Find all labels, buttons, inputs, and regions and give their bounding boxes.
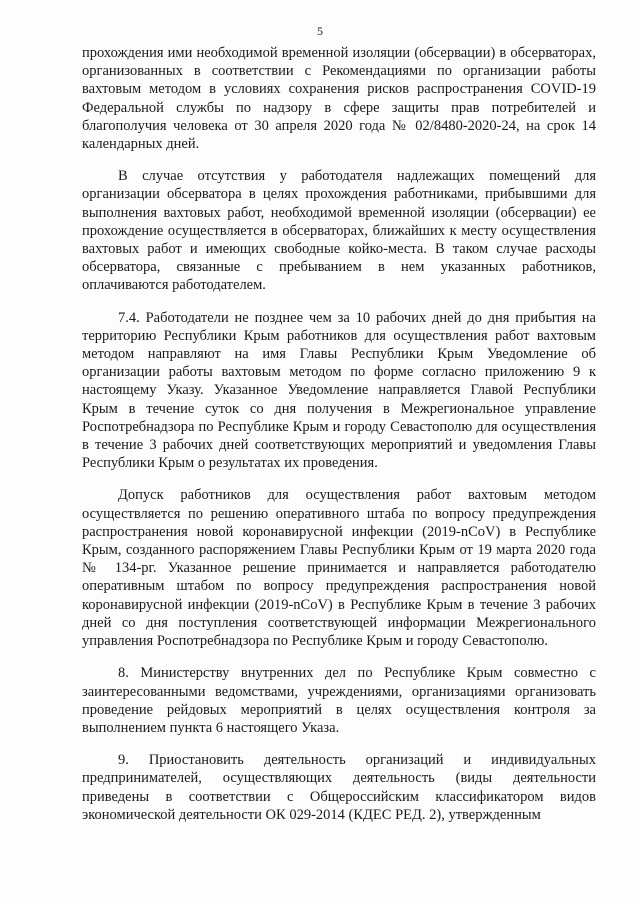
paragraph-8-ministry: 8. Министерству внутренних дел по Республике Крым совместно с заинтересованными ведомствами, учреждениями, организациями организовать проведение рейдовых мероприятий в целях осуществления контроля за выполнением пункта 6 настоящего Указа. [82,665,596,736]
paragraph-isolation-continued: прохождения ими необходимой временной изоляции (обсервации) в обсерваторах, организованных в соответствии с Рекомендациями по организации работы вахтовым методом в условиях сохранения рисков распространения COVID-19 Федеральной службы по надзору в сфере защиты прав потребителей и благополучия человека от 30 апреля 2020 года № 02/8480-2020-24, на срок 14 календарных дней. [82,45,596,153]
page-number: 5 [317,24,323,38]
document-body [82,44,596,838]
paragraph-observator-absence: В случае отсутствия у работодателя надлежащих помещений для организации обсерватора в целях прохождения работниками, прибывшими для выполнения вахтовых работ, необходимой временной изоляции (обсервации) ее прохождение осуществляется в обсерваторах, ближайших к месту осуществления вахтовых работ и имеющих свободные койко-места. В таком случае расходы обсерватора, связанные с пребыванием в нем указанных работников, оплачиваются работодателем. [82,168,596,294]
paragraph-7-4-notification: 7.4. Работодатели не позднее чем за 10 рабочих дней до дня прибытия на территорию Республики Крым работников для осуществления работ вахтовым методом направляют на имя Главы Республики Крым Уведомление об организации работы вахтовым методом по форме согласно приложению 9 к настоящему Указу. Указанное Уведомление направляется Главой Республики Крым в течение суток со дня получения в Межрегиональное управление Роспотребнадзора по Республике Крым и городу Севастополю для осуществления в течение 3 рабочих дней соответствующих мероприятий и уведомления Главы Республики Крым о результатах их проведения. [82,309,596,472]
paragraph-worker-admission: Допуск работников для осуществления работ вахтовым методом осуществляется по решению оперативного штаба по вопросу предупреждения распространения новой коронавирусной инфекции (2019-nCoV) в Республике Крым, созданного распоряжением Главы Республики Крым от 19 марта 2020 года № 134-рг. Указанное решение принимается и направляется работодателю оперативным штабом по вопросу предупреждения распространения новой коронавирусной инфекции (2019-nCoV) в Республике Крым в течение 3 рабочих дней со дня поступления соответствующей информации Межрегионального управления Роспотребнадзора по Республике Крым и городу Севастополю. [82,487,596,650]
paragraph-9-suspend-activity: 9. Приостановить деятельность организаций и индивидуальных предпринимателей, осуществляющих деятельность (виды деятельности приведены в соответствии с Общероссийским классификатором видов экономической деятельности ОК 029-2014 (КДЕС РЕД. 2), утвержденным [82,752,596,823]
